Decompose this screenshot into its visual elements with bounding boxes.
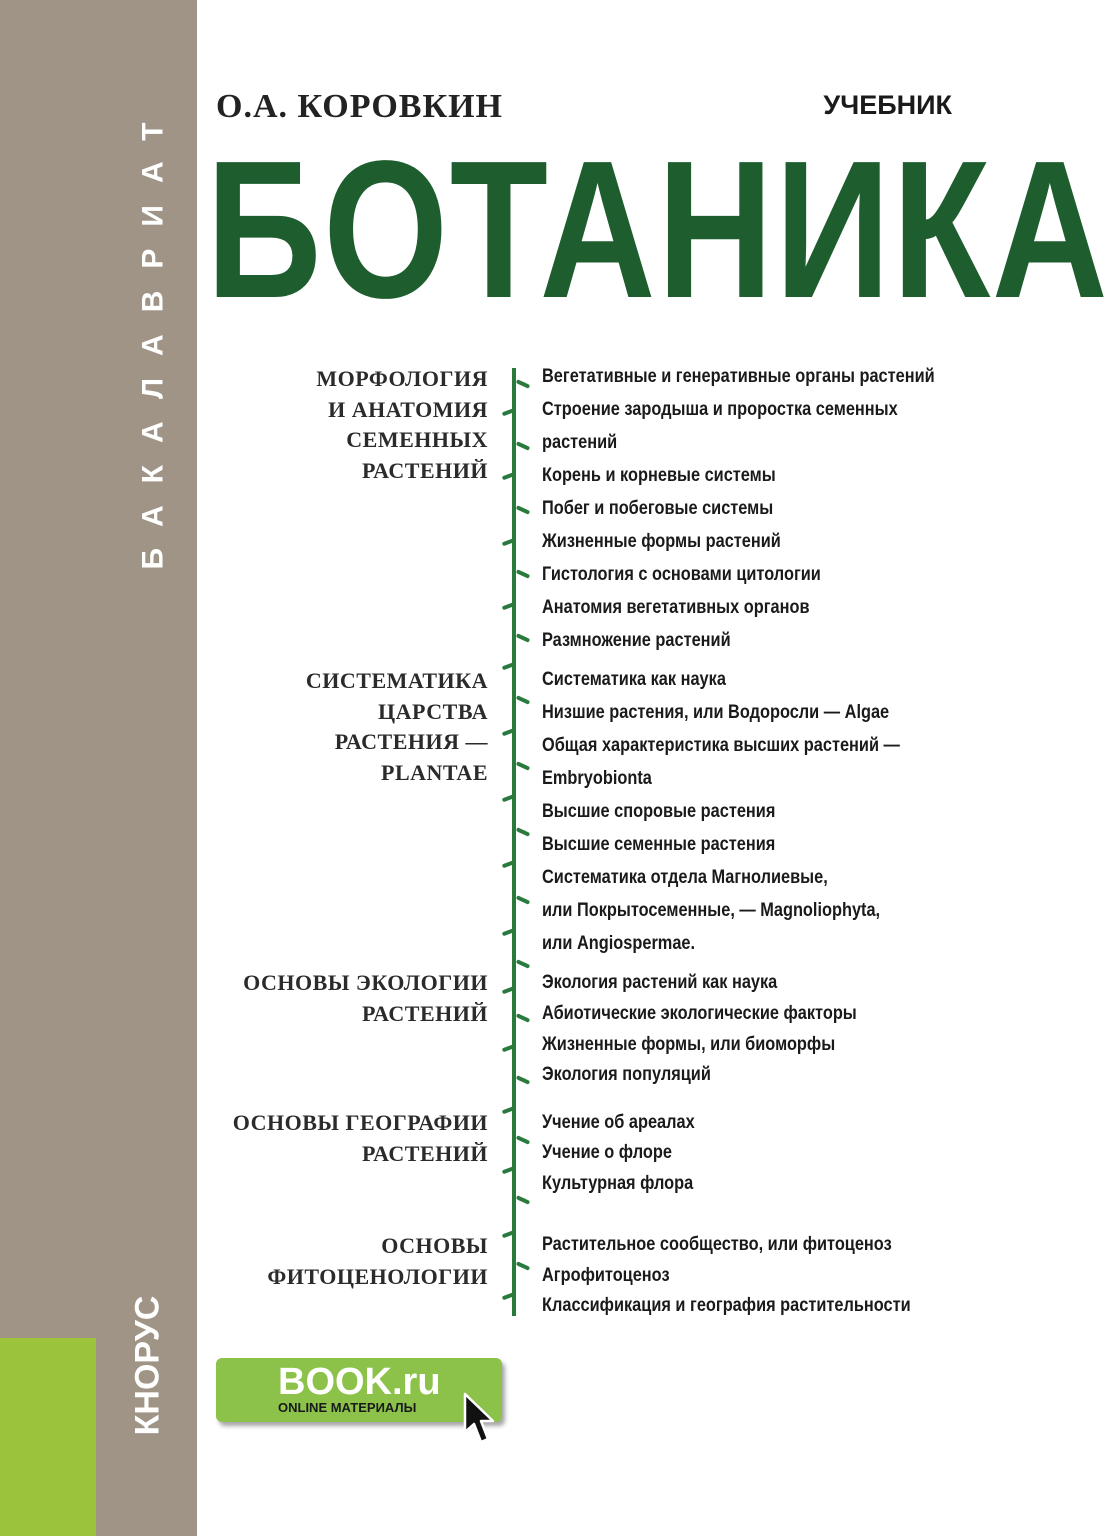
topic-item: Учение о флоре (542, 1142, 672, 1163)
topic-item: Экология популяций (542, 1064, 711, 1085)
leaf-icon (516, 633, 530, 643)
leaf-icon (516, 505, 530, 515)
topic-item: Побег и побеговые системы (542, 498, 774, 519)
author-name: О.А. КОРОВКИН (216, 88, 503, 125)
topic-item: Классификация и география растительности (542, 1295, 911, 1316)
leaf-icon (516, 1013, 530, 1023)
topic-item: Растительное сообщество, или фитоценоз (542, 1234, 892, 1255)
leaf-icon (516, 379, 530, 389)
leaf-icon (516, 1135, 530, 1145)
topic-item: Анатомия вегетативных органов (542, 597, 810, 618)
online-materials-label: ONLINE МАТЕРИАЛЫ (278, 1400, 417, 1415)
leaf-icon (516, 1261, 530, 1271)
series-label: БАКАЛАВРИАТ (136, 100, 169, 570)
leaf-icon (516, 895, 530, 905)
topic-item: Культурная флора (542, 1173, 694, 1194)
topic-item: Гистология с основами цитологии (542, 564, 821, 585)
topic-item: Embryobionta (542, 768, 652, 789)
topic-item: Экология растений как наука (542, 972, 778, 993)
topic-item: Агрофитоценоз (542, 1265, 670, 1286)
topic-item: Вегетативные и генеративные органы растений (542, 366, 935, 387)
topic-item: Абиотические экологические факторы (542, 1003, 857, 1024)
section-title-morphology: МОРФОЛОГИЯ И АНАТОМИЯ СЕМЕННЫХ РАСТЕНИЙ (316, 366, 488, 483)
spine-green-block (0, 1338, 96, 1536)
leaf-icon (516, 695, 530, 705)
topic-item: Систематика как наука (542, 669, 726, 690)
topic-item: Строение зародыша и проростка семенных (542, 399, 898, 420)
leaf-icon (516, 569, 530, 579)
publisher-label-container (118, 1295, 178, 1435)
section-title-systematics: СИСТЕМАТИКА ЦАРСТВА РАСТЕНИЯ — PLANTAE (305, 668, 488, 785)
topic-item: Жизненные формы растений (542, 531, 781, 552)
leaf-icon (516, 441, 530, 451)
leaf-icon (516, 827, 530, 837)
publisher-label: КНОРУС (128, 1295, 167, 1435)
leaf-icon (516, 761, 530, 771)
topic-item: Общая характеристика высших растений — (542, 735, 900, 756)
book-title: БОТАНИКА (206, 120, 1110, 339)
topic-item: Жизненные формы, или биоморфы (542, 1034, 836, 1055)
topic-item: Систематика отдела Магнолиевые, (542, 867, 828, 888)
leaf-icon (516, 959, 530, 969)
section-title-ecology: ОСНОВЫ ЭКОЛОГИИ РАСТЕНИЙ (243, 970, 488, 1026)
section-title-geography: ОСНОВЫ ГЕОГРАФИИ РАСТЕНИЙ (232, 1110, 488, 1166)
section-title-phytocenology: ОСНОВЫ ФИТОЦЕНОЛОГИИ (267, 1233, 488, 1289)
book-ru-logo: BOOK.ru (278, 1361, 441, 1403)
cursor-arrow-icon (462, 1392, 498, 1446)
topic-item: Размножение растений (542, 630, 731, 651)
topic-item: или Покрытосеменные, — Magnoliophyta, (542, 900, 881, 921)
book-type: УЧЕБНИК (823, 90, 952, 120)
leaf-icon (516, 1075, 530, 1085)
topic-item: или Angiospermae. (542, 933, 696, 954)
topic-item: Низшие растения, или Водоросли — Algae (542, 702, 890, 723)
topic-item: растений (542, 432, 618, 453)
leaf-icon (516, 1195, 530, 1205)
topic-item: Высшие семенные растения (542, 834, 776, 855)
topic-item: Высшие споровые растения (542, 801, 776, 822)
series-label-container (132, 90, 174, 580)
topic-item: Учение об ареалах (542, 1112, 695, 1133)
topic-item: Корень и корневые системы (542, 465, 776, 486)
content-tree-stem (512, 368, 516, 1316)
book-ru-online-materials-button[interactable] (216, 1358, 502, 1422)
